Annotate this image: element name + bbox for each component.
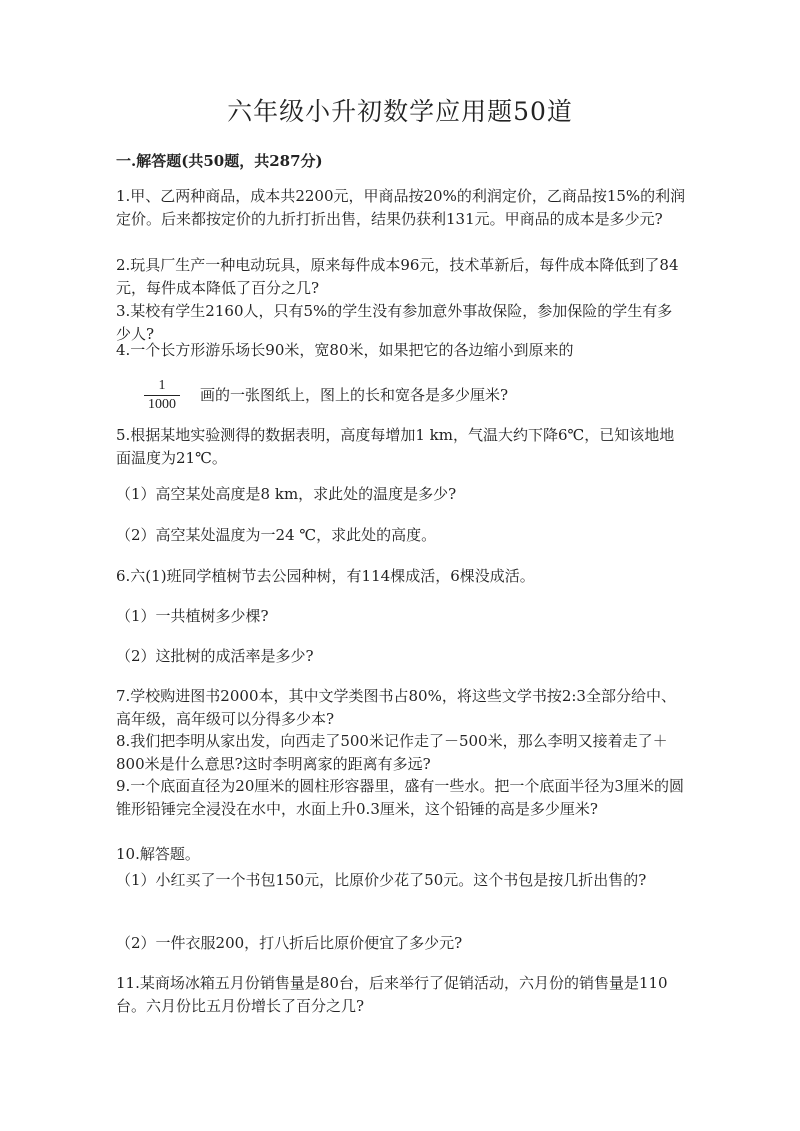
question-11: 11.某商场冰箱五月份销售量是80台，后来举行了促销活动，六月份的销售量是110台。六月份比五月份增长了百分之几? [116, 974, 668, 1015]
question-5-part-2: （2）高空某处温度为一24 ℃，求此处的高度。 [116, 526, 437, 544]
question-5: 5.根据某地实验测得的数据表明，高度每增加1 km，气温大约下降6℃，已知该地地面温度为21℃。 [116, 426, 675, 467]
fraction-one-thousandth [144, 378, 180, 413]
question-1: 1.甲、乙两种商品，成本共2200元，甲商品按20%的利润定价，乙商品按15%的利润定价。后来都按定价的九折打折出售，结果仍获利131元。甲商品的成本是多少元? [116, 187, 686, 228]
page-title: 六年级小升初数学应用题50道 [227, 97, 573, 126]
fraction-bar [144, 395, 180, 396]
question-6: 6.六(1)班同学植树节去公园种树，有114棵成活，6棵没成活。 [116, 567, 535, 585]
question-9: 9.一个底面直径为20厘米的圆柱形容器里，盛有一些水。把一个底面半径为3厘米的圆锥形铅锤完全浸没在水中，水面上升0.3厘米，这个铅锤的高是多少厘米? [116, 777, 684, 818]
question-10-part-1: （1）小红买了一个书包150元，比原价少花了50元。这个书包是按几折出售的? [116, 871, 647, 889]
question-4-continued: 画的一张图纸上，图上的长和宽各是多少厘米? [200, 386, 509, 404]
question-7: 7.学校购进图书2000本，其中文学类图书占80%，将这些文学书按2:3全部分给中、高年级，高年级可以分得多少本? [116, 687, 676, 728]
question-2: 2.玩具厂生产一种电动玩具，原来每件成本96元，技术革新后，每件成本降低到了84元，每件成本降低了百分之几? [116, 256, 679, 297]
fraction-numerator: 1 [158, 378, 166, 393]
question-6-part-1: （1）一共植树多少棵? [116, 607, 269, 625]
section-heading: 一.解答题(共50题，共287分) [116, 152, 323, 170]
question-6-part-2: （2）这批树的成活率是多少? [116, 647, 314, 665]
question-10: 10.解答题。 [116, 845, 200, 863]
question-5-part-1: （1）高空某处高度是8 km，求此处的温度是多少? [116, 485, 457, 503]
question-8: 8.我们把李明从家出发，向西走了500米记作走了－500米，那么李明又接着走了＋800米是什么意思?这时李明离家的距离有多远? [116, 732, 668, 773]
question-10-part-2: （2）一件衣服200，打八折后比原价便宜了多少元? [116, 934, 463, 952]
fraction-denominator: 1000 [148, 397, 176, 412]
question-4: 4.一个长方形游乐场长90米，宽80米，如果把它的各边缩小到原来的 [116, 341, 574, 359]
question-3: 3.某校有学生2160人，只有5%的学生没有参加意外事故保险，参加保险的学生有多少人? [116, 302, 673, 343]
